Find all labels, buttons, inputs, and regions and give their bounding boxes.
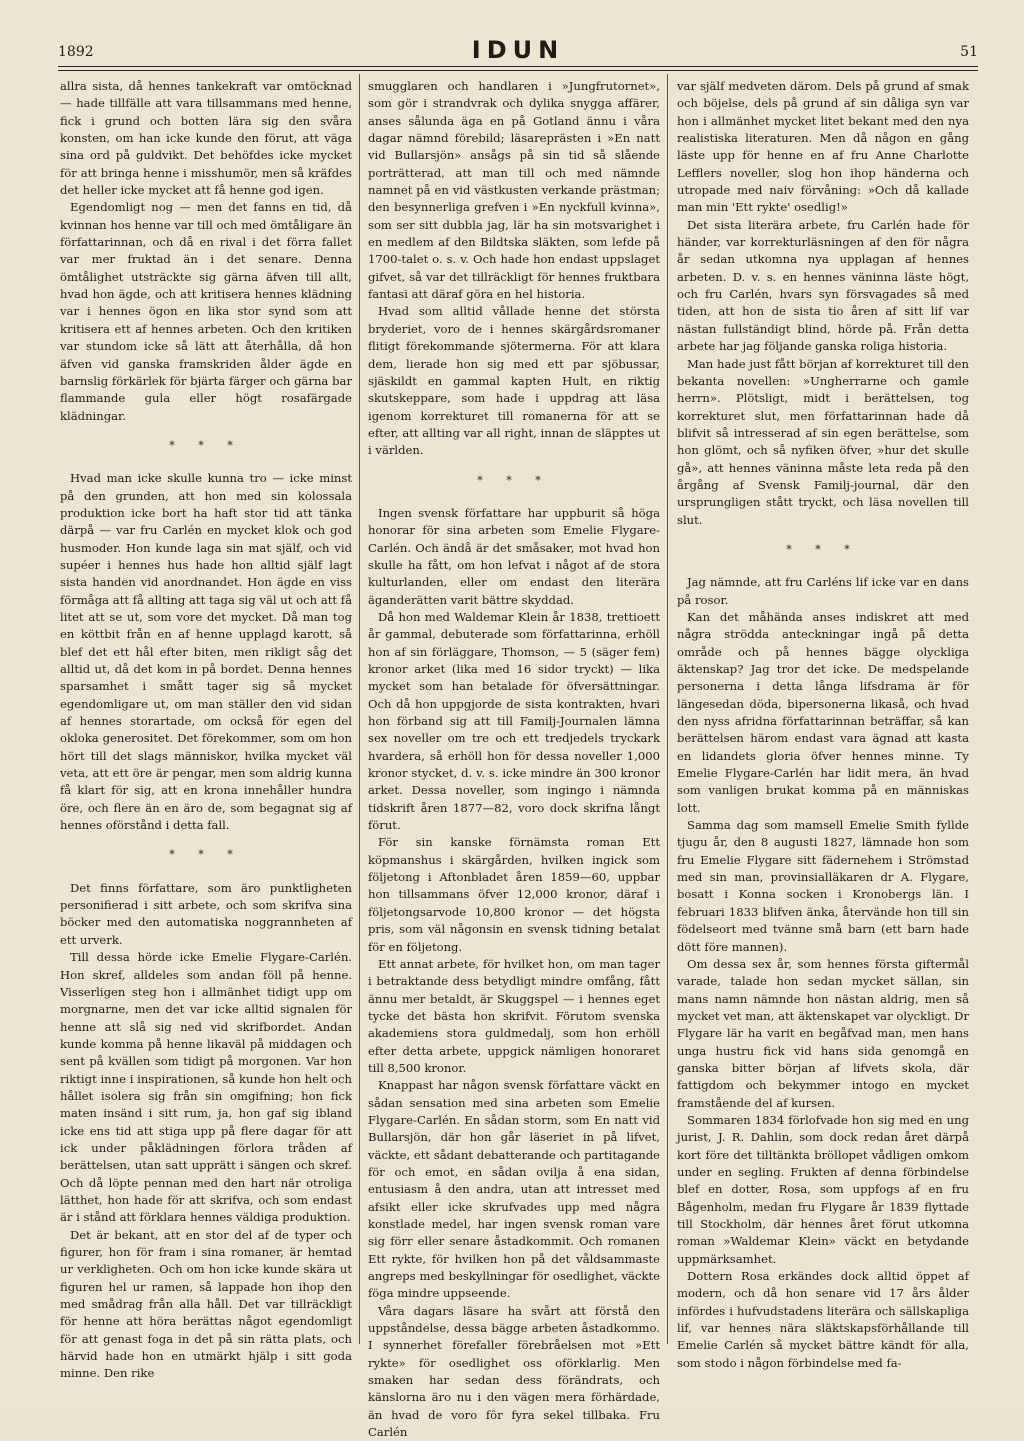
header-rule-thin: [58, 70, 978, 71]
header-rule: [58, 66, 978, 67]
paragraph: smugglaren och handlaren i »Jungfrutornet», som gör i strandvrak och dylika snygga affärer, anses sålunda äga en på Gotland ännu i våra dagar nämnd förebild; läsareprästen i »En natt vid Bullarsjön» ansågs på sin tid så slående porträtterad, att man till och med nämnde namnet på en vid västkusten verkande prästman; den besynnerliga grefven i »En nyckfull kvinna», som ser sitt dubbla jag, lär ha sin motsvarighet i en medlem af den Bildtska släkten, som lefde på 1700-talet o. s. v. Och hade hon endast uppslaget gifvet, så var det tillräckligt för hennes fruktbara fantasi att däraf göra en hel historia.: [368, 79, 660, 302]
paragraph: Våra dagars läsare ha svårt att förstå den uppståndelse, dessa bägge arbeten åstadkommo. I synnerhet förefaller förebråelsen mot »Ett rykte» för osedlighet oss oförklarlig. Men smaken har sedan dess förändrats, och känslorna äro nu i den vägen mera förhärdade, än hvad de voro för fyra sekel tillbaka. Fru Carlén: [368, 1303, 660, 1440]
paragraph: Då hon med Waldemar Klein år 1838, trettioett år gammal, debuterade som författarinna, erhöll hon af sin förläggare, Thomson, — 5 (säger fem) kronor arket (lika med 16 sidor tryckt) — lika mycket som han betalade för öfversättningar. Och då hon uppgjorde de sista kontrakten, hvari hon förband sig att till Familj-Journalen lämna sex noveller om tre och ett tredjedels tryckark hvardera, så erhöll hon för dessa noveller 1,000 kronor stycket, d. v. s. icke mindre än 300 kronor arket. Dessa noveller, som ingingo i nämnda tidskrift åren 1877—82, voro dock skrifna långt förut.: [368, 609, 660, 833]
text-column-3: [677, 78, 969, 1372]
paragraph: Hvad man icke skulle kunna tro — icke minst på den grunden, att hon med sin kolossala produktion icke bort ha haft stor tid att tänka därpå — var fru Carlén en mycket klok och god husmoder. Hon kunde laga sin mat själf, och vid supéer i hennes hus hade hon alltid själf lagt sista handen vid anordnandet. Hon ägde en viss förmåga att få allting att taga sig väl ut och att få litet att se ut, som vore det mycket. Då man tog en köttbit från en af henne upplagd karott, så blef det ett hål efter biten, men rikligt såg det alltid ut, då det kom in på bordet. Denna hennes sparsamhet i smått tager sig så mycket egendomligare ut, om man ställer den vid sidan af hennes storartade, om också för egen del okloka generositet. Det förekommer, som om hon hört till det slags människor, hvilka mycket väl veta, att ett öre är pengar, men som aldrig kunna få klart för sig, att en krona innehåller hundra öre, och flere än en äro de, som begagnat sig af hennes oförstånd i detta fall.: [60, 471, 352, 833]
section-separator: * * *: [169, 438, 243, 452]
paragraph: Ingen svensk författare har uppburit så höga honorar för sina arbeten som Emelie Flygare-Carlén. Och ändå är det småsaker, mot hvad hon skulle ha fått, om hon lefvat i något af de stora kulturlanden, eller om endast den literära äganderätten varit bättre skyddad.: [368, 505, 660, 607]
paragraph: Knappast har någon svensk författare väckt en sådan sensation med sina arbeten som Emelie Flygare-Carlén. En sådan storm, som En natt vid Bullarsjön, där hon går läseriet in på lifvet, väckte, ett sådant debatterande och partitagande för och emot, en sådan ovilja å ena sidan, entusiasm å den andra, utan att intresset med afsikt eller icke skrufvades upp med några konstlade medel, har ingen svensk roman vare sig förr eller senare åstadkommit. Och romanen Ett rykte, för hvilken hon på det våldsammaste angreps med beskyllningar för osedlighet, väckte föga mindre uppseende.: [368, 1078, 660, 1301]
page-header: [58, 38, 978, 66]
issue-year: 1892: [58, 44, 94, 60]
paragraph: var själf medveten därom. Dels på grund af smak och böjelse, dels på grund af sin dåliga syn var hon i allmänhet mycket litet bekant med den nya realistiska literaturen. Men då någon en gång läste upp för henne en af fru Anne Charlotte Lefflers noveller, slog hon ihop händerna och utropade med naiv förvåning: »Och då kallade man min 'Ett rykte' osedlig!»: [677, 79, 969, 215]
text-column-1: [60, 78, 352, 1383]
paragraph: Ett annat arbete, för hvilket hon, om man tager i betraktande dess betydligt mindre omfång, fått ännu mer betaldt, är Skuggspel — i hennes eget tycke det bästa hon skrifvit. Förutom svenska akademiens stora guldmedalj, som hon erhöll efter detta arbete, uppgick nämligen honoraret till 8,500 kronor.: [368, 956, 660, 1075]
paragraph: Om dessa sex år, som hennes första giftermål varade, talade hon sedan mycket sällan, sin mans namn nämnde hon nästan aldrig, men så mycket vet man, att äktenskapet var olyckligt. Dr Flygare lär ha varit en begåfvad man, men hans unga hustru fick vid hans sida genomgå en ganska bitter början af lifvets skola, där fattigdom och bekymmer intogo en mycket framstående del af kursen.: [677, 956, 969, 1110]
paragraph: Hvad som alltid vållade henne det största bryderiet, voro de i hennes skärgårdsromaner flitigt förekommande sjötermerna. För att klara dem, lierade hon sig med ett par sjöbussar, sjäskildt en gammal kapten Hult, en riktig skutskeppare, som hade i uppdrag att läsa igenom korrekturet till romanerna för att se efter, att allting var all right, innan de släpptes ut i världen.: [368, 304, 660, 458]
paragraph: Dottern Rosa erkändes dock alltid öppet af modern, och då hon senare vid 17 års ålder infördes i hufvudstadens literära och sällskapliga lif, var hennes nära släktskapsförhållande till Emelie Carlén så mycket bättre kändt för alla, som stodo i någon förbindelse med fa-: [677, 1269, 969, 1370]
section-separator: * * *: [477, 473, 551, 487]
masthead-title: IDUN: [471, 36, 565, 64]
paragraph: allra sista, då hennes tankekraft var omtöcknad — hade tillfälle att vara tillsammans med henne, fick i grund och botten lära sig den svåra konsten, om han icke kunde den förut, att väga sina ord på guldvikt. Det behöfdes icke mycket för att bringa henne i misshumör, men så kräfdes det heller icke mycket att få henne god igen.: [60, 79, 352, 198]
page-number: 51: [960, 44, 978, 60]
paragraph: Man hade just fått början af korrekturet till den bekanta novellen: »Ungherrarne och gamle herrn». Plötsligt, midt i berättelsen, tog korrekturet slut, men författarinnan hade då blifvit så intresserad af sin egen berättelse, som hon glömt, och så nyfiken öfver, »hur det skulle gå», att hennes väninna måste leta reda på den årgång af Svensk Familj-journal, där den ursprungligen stått tryckt, och läsa novellen till slut.: [677, 356, 969, 527]
paragraph: Samma dag som mamsell Emelie Smith fyllde tjugu år, den 8 augusti 1827, lämnade hon som fru Emelie Flygare sitt fädernehem i Strömstad med sin man, provinsialläkaren dr A. Flygare, bosatt i Konna socken i Kronobergs län. I februari 1833 blifven änka, återvände hon till sin födelseort med tvänne små barn (ett barn hade dött före mannen).: [677, 818, 969, 954]
text-column-2: [368, 78, 660, 1441]
paragraph: Det sista literära arbete, fru Carlén hade för händer, var korrekturläsningen af den för några år sedan utkomna nya upplagan af hennes arbeten. D. v. s. en hennes väninna läste högt, och fru Carlén, hvars syn försvagades så med tiden, att hon de sista tio åren af sitt lif var nästan fullständigt blind, hörde på. Från detta arbete har jag följande ganska roliga historia.: [677, 217, 969, 354]
paragraph: Till dessa hörde icke Emelie Flygare-Carlén. Hon skref, alldeles som andan föll på henne. Visserligen steg hon i allmänhet tidigt upp om morgnarne, men det var icke alltid signalen för henne att slå sig ned vid skrifbordet. Andan kunde komma på henne likaväl på middagen och sent på kvällen som tidigt på morgonen. Var hon riktigt inne i inspirationen, så kunde hon helt och hållet isolera sig från sin omgifning; hon fick maten insänd i sitt rum, ja, hon gaf sig ibland icke ens tid att stiga upp på flere dagar för att ick under påklädningen förlora tråden af berättelsen, utan satt upprätt i sängen och skref. Och då löpte pennan med den hart när otroliga lätthet, hon hade för att skrifva, och som endast är i stånd att förklara hennes väldiga produktion.: [60, 950, 352, 1225]
paragraph: För sin kanske förnämsta roman Ett köpmanshus i skärgården, hvilken ingick som följetong i Aftonbladet åren 1859—60, uppbar hon tillsammans öfver 12,000 kronor, däraf i följetongsarvode 10,800 kronor — det högsta pris, som väl någonsin en svensk tidning betalat för en följetong.: [368, 835, 660, 954]
section-separator: * * *: [786, 542, 860, 556]
paragraph: Det finns författare, som äro punktligheten personifierad i sitt arbete, och som skrifva sina böcker med den automatiska noggrannheten af ett urverk.: [60, 880, 352, 947]
paragraph: Det är bekant, att en stor del af de typer och figurer, hon för fram i sina romaner, är hemtad ur verkligheten. Och om hon icke kunde skära ut figuren hel ur ramen, så lappade hon ihop den med smådrag från alla håll. Det var tillräckligt för henne att höra berättas något egendomligt för att genast foga in det på sin rätta plats, och härvid hade hon en utmärkt hjälp i sitt goda minne. Den rike: [60, 1227, 352, 1381]
section-separator: * * *: [169, 848, 243, 862]
column-divider: [359, 74, 360, 1344]
column-divider: [667, 74, 668, 1344]
paragraph: Kan det måhända anses indiskret att med några strödda anteckningar ingå på detta område och på hennes bägge olyckliga äktenskap? Jag tror det icke. De medspelande personerna i detta långa lifsdrama är för längesedan döda, bipersonerna likaså, och hvad den nyss afridna författarinnan beträffar, så kan berättelsen härom endast vara ägnad att kasta en lidandets gloria öfver hennes minne. Ty Emelie Flygare-Carlén har lidit mera, än hvad som vanligen brukat komma på en människas lott.: [677, 609, 969, 815]
paragraph: Sommaren 1834 förlofvade hon sig med en ung jurist, J. R. Dahlin, som dock redan året därpå kort före det tilltänkta bröllopet vådligen omkom under en segling. Frukten af denna förbindelse blef en dotter, Rosa, som uppfogs af en fru Bågenholm, medan fru Flygare år 1839 flyttade till Stockholm, där hennes året förut utkomna roman »Waldemar Klein» väckt en betydande uppmärksamhet.: [677, 1112, 969, 1266]
paragraph: Egendomligt nog — men det fanns en tid, då kvinnan hos henne var till och med ömtåligare än författarinnan, och då en rival i det förra fallet var mer fruktad än i det senare. Denna ömtålighet utsträckte sig gärna äfven till allt, hvad hon ägde, och att kritisera hennes klädning var i hennes ögon en lika stor synd som att kritisera ett af hennes arbeten. Och den kritiken var stundom icke så lätt att återhålla, då hon äfven vid ganska framskriden ålder ägde en barnslig förkärlek för bjärta färger och gärna bar flammande gula eller högt rosafärgade klädningar.: [60, 200, 352, 423]
paragraph: Jag nämnde, att fru Carléns lif icke var en dans på rosor.: [677, 575, 969, 607]
